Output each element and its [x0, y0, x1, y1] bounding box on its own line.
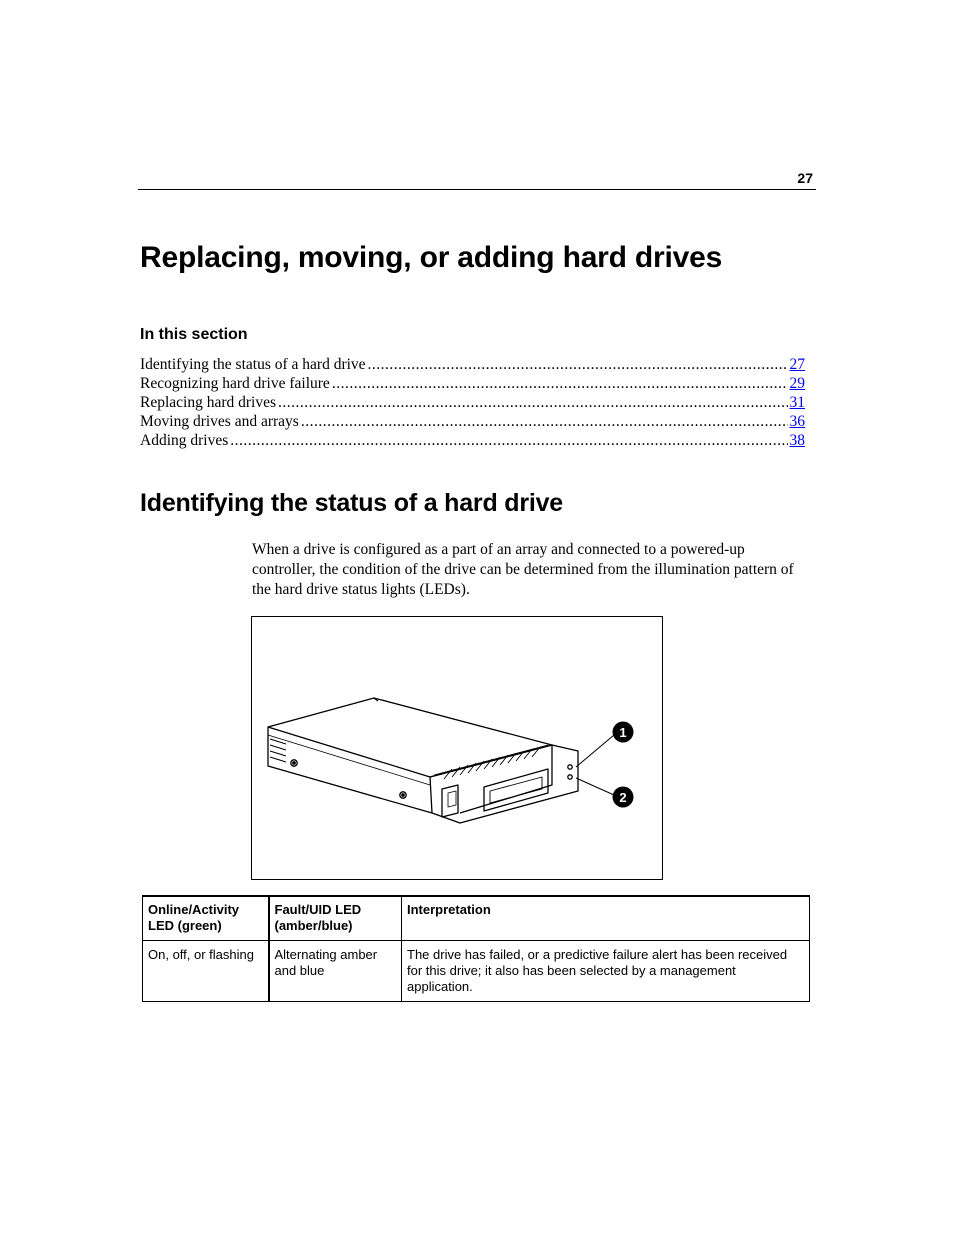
toc-page-link[interactable]: 38 [789, 432, 805, 449]
toc-page-link[interactable]: 29 [789, 375, 805, 392]
toc-leader [301, 412, 788, 431]
column-header: Fault/UID LED (amber/blue) [269, 896, 402, 940]
toc-entry[interactable] [140, 431, 805, 450]
toc-entry-label: Recognizing hard drive failure [140, 375, 330, 392]
table-header-row [143, 896, 810, 940]
toc-leader [332, 374, 788, 393]
toc-entry-label: Moving drives and arrays [140, 413, 299, 430]
section-title: Identifying the status of a hard drive [140, 489, 564, 517]
column-header: Online/Activity LED (green) [143, 896, 269, 940]
section-toc [140, 355, 805, 450]
callout-1-label: 1 [619, 725, 627, 740]
toc-entry-label: Adding drives [140, 432, 229, 449]
toc-entry-label: Replacing hard drives [140, 394, 277, 411]
section-intro: When a drive is configured as a part of an array and connected to a powered-up controller, the condition of the drive can be determined from the illumination pattern of the hard drive status lights (LEDs). [252, 541, 794, 598]
callout-2-label: 2 [619, 790, 627, 805]
table-cell: Alternating amber and blue [269, 940, 402, 1001]
hard-drive-illustration [252, 617, 662, 879]
toc-leader [368, 355, 788, 374]
toc-leader [230, 431, 787, 450]
toc-entry-label: Identifying the status of a hard drive [140, 356, 366, 373]
column-header: Interpretation [402, 896, 810, 940]
toc-page-link[interactable]: 31 [789, 394, 805, 411]
in-this-section-heading: In this section [140, 326, 248, 343]
toc-entry[interactable] [140, 374, 805, 393]
table-cell: On, off, or flashing [143, 940, 269, 1001]
page-number: 27 [797, 170, 813, 186]
header-rule [138, 189, 816, 190]
callout-1 [613, 722, 634, 743]
table-row [143, 940, 810, 1001]
toc-page-link[interactable]: 36 [789, 413, 805, 430]
table-cell: The drive has failed, or a predictive failure alert has been received for this drive; it also has been selected by a management application. [402, 940, 810, 1001]
hard-drive-figure [251, 616, 663, 880]
toc-entry[interactable] [140, 412, 805, 431]
chapter-title: Replacing, moving, or adding hard drives [140, 241, 723, 274]
toc-entry[interactable] [140, 393, 805, 412]
callout-2 [613, 787, 634, 808]
toc-leader [278, 393, 787, 412]
led-status-table [142, 895, 810, 1002]
toc-page-link[interactable]: 27 [789, 356, 805, 373]
toc-entry[interactable] [140, 355, 805, 374]
